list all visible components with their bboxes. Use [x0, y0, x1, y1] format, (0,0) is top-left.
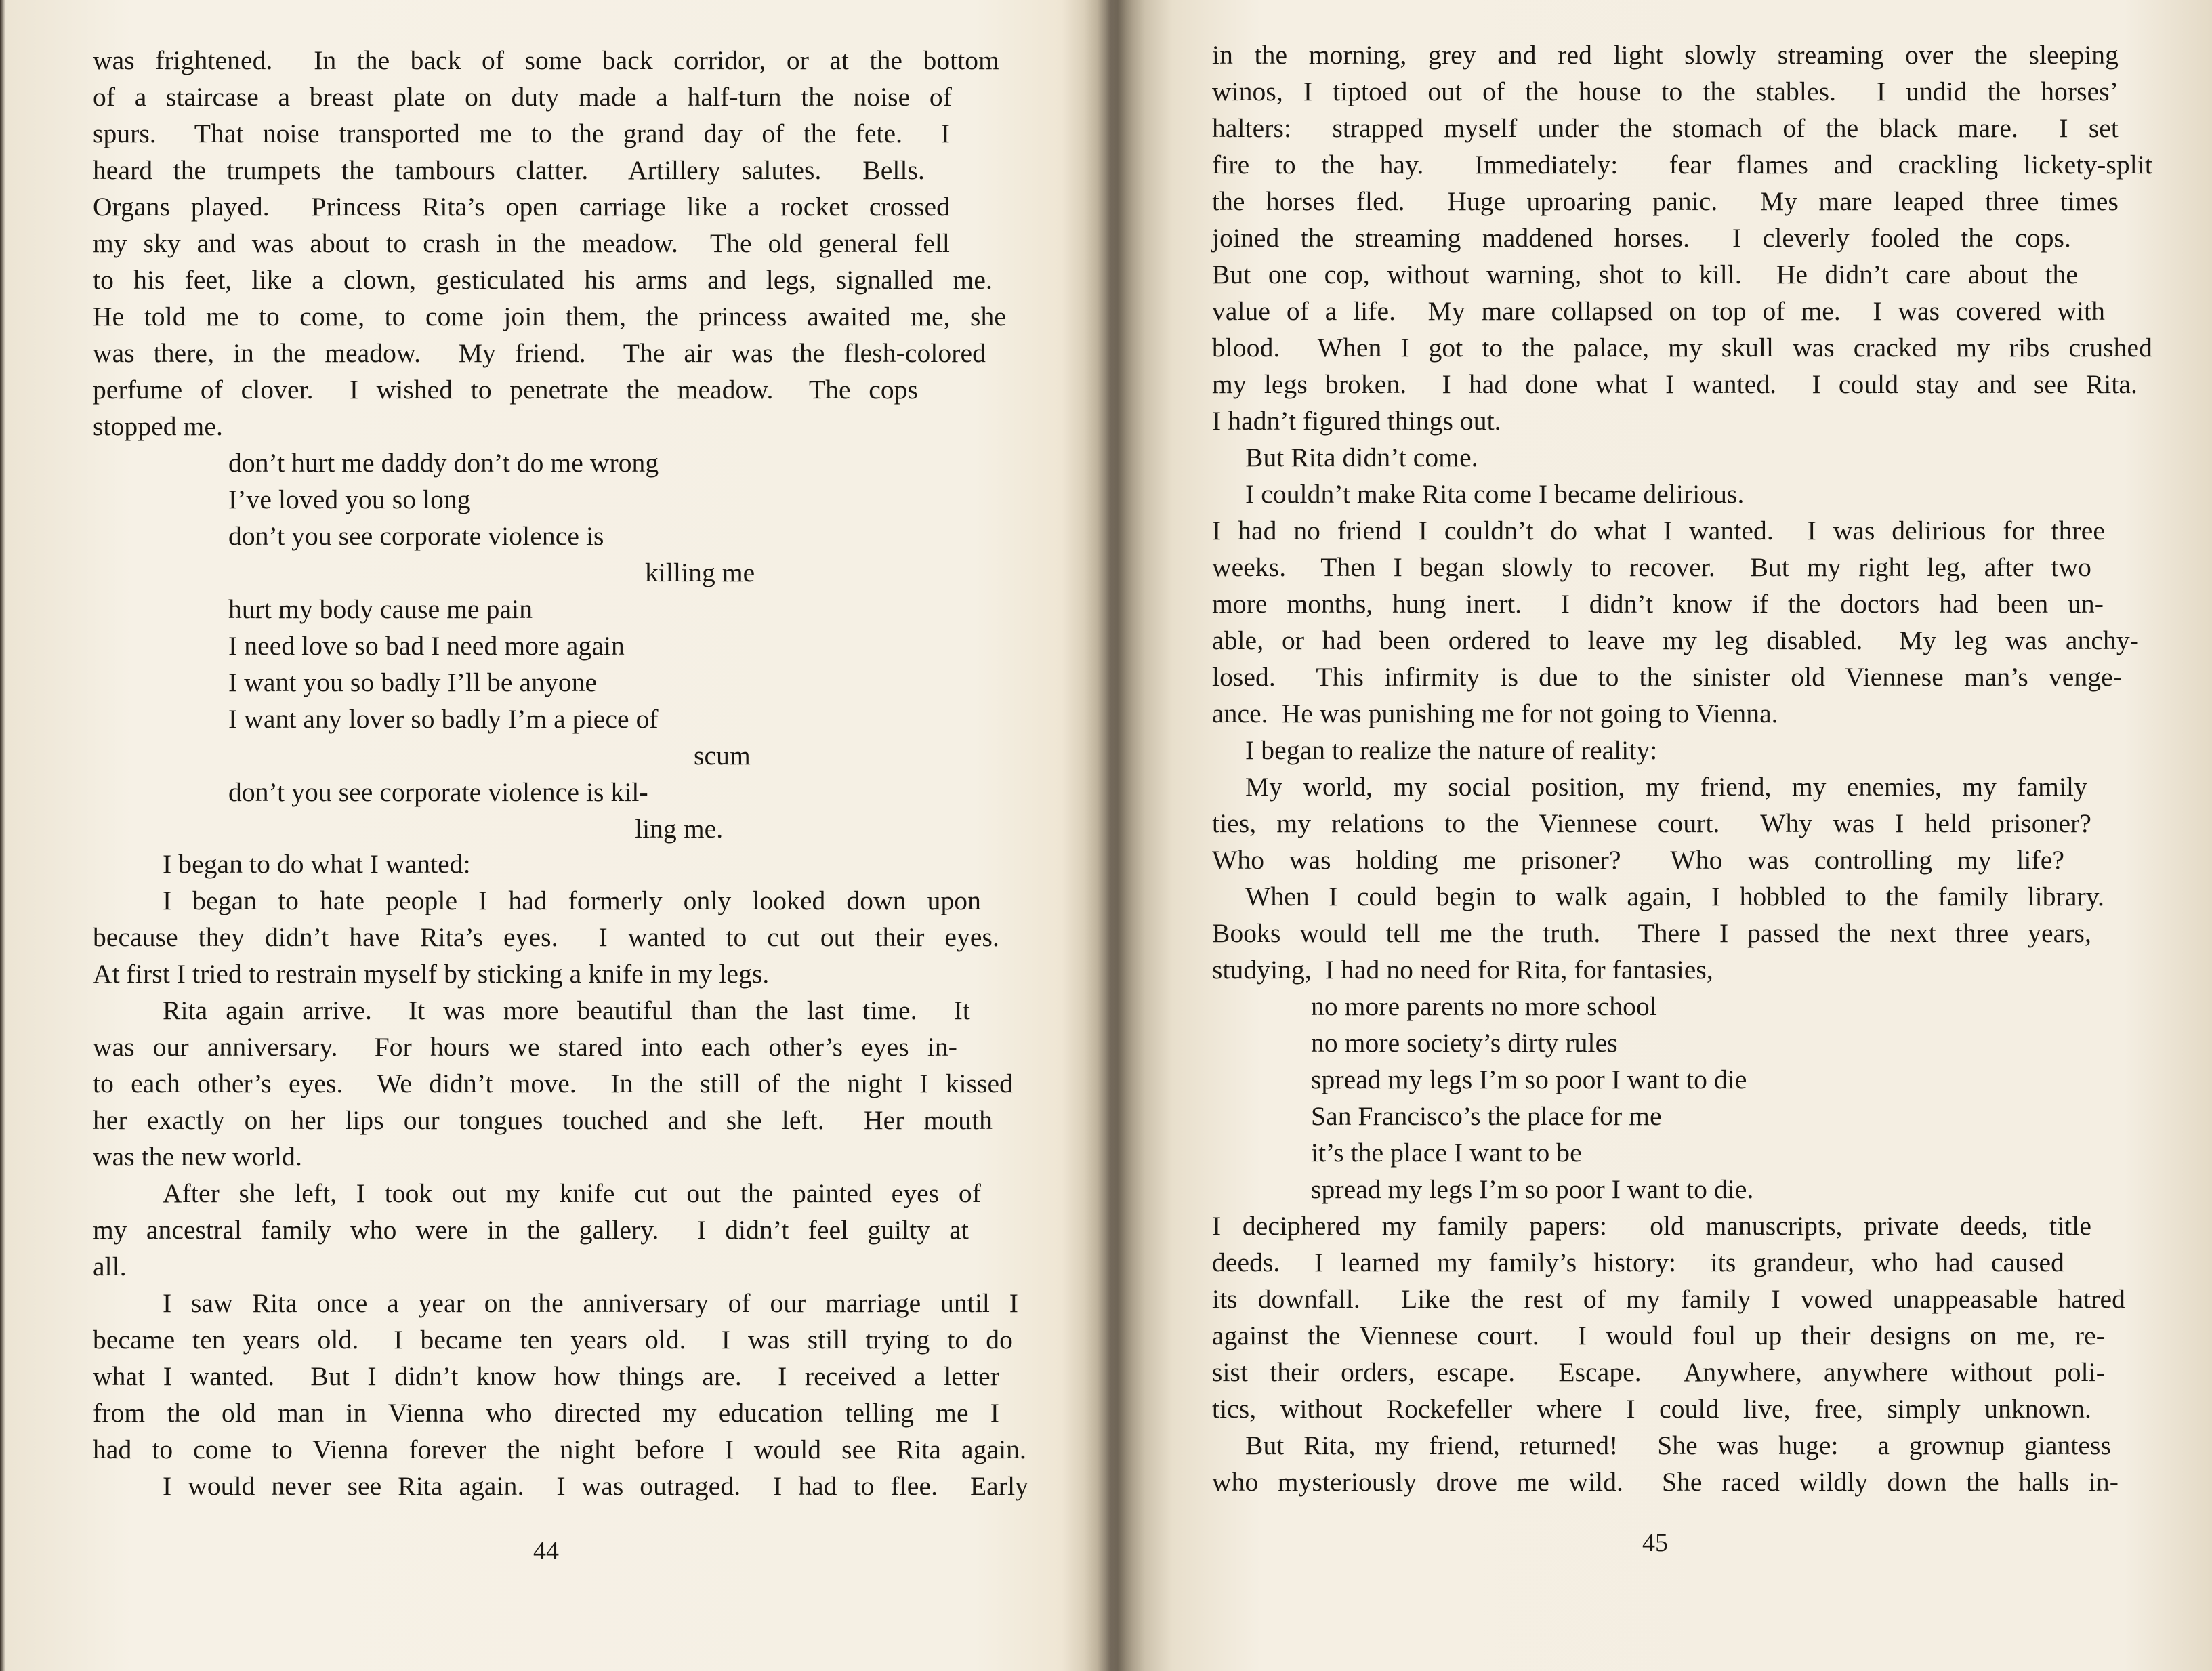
- text-line: hurt my body cause me pain: [228, 594, 533, 624]
- text-line: At first I tried to restrain myself by sticking a knife in my legs.: [93, 959, 770, 989]
- text-line: don’t you see corporate violence is: [228, 521, 604, 551]
- text-line: don’t you see corporate violence is kil-: [228, 777, 648, 807]
- text-line: Books would tell me the truth. There I passed the next three years,: [1212, 918, 2091, 948]
- text-line: no more parents no more school: [1311, 991, 1657, 1021]
- text-line: He told me to come, to come join them, the princess awaited me, she: [93, 302, 1006, 331]
- text-line: against the Viennese court. I would foul up their designs on me, re-: [1212, 1321, 2105, 1350]
- text-line: heard the trumpets the tambours clatter. Artillery salutes. Bells.: [93, 155, 925, 185]
- text-line: from the old man in Vienna who directed my education telling me I: [93, 1398, 999, 1428]
- text-line: was frightened. In the back of some back corridor, or at the bottom: [93, 45, 999, 75]
- text-line: I began to hate people I had formerly only looked down upon: [163, 886, 981, 915]
- text-line: of a staircase a breast plate on duty made a half-turn the noise of: [93, 82, 952, 112]
- text-line: her exactly on her lips our tongues touched and she left. Her mouth: [93, 1105, 993, 1135]
- text-line: it’s the place I want to be: [1311, 1138, 1582, 1168]
- page-number: 44: [533, 1537, 559, 1565]
- text-line: sist their orders, escape. Escape. Anywhere, anywhere without poli-: [1212, 1357, 2105, 1387]
- text-line: But Rita didn’t come.: [1245, 442, 1478, 472]
- text-line: its downfall. Like the rest of my family I vowed unappeasable hatred: [1212, 1284, 2125, 1314]
- text-line: San Francisco’s the place for me: [1311, 1101, 1662, 1131]
- text-line: my ancestral family who were in the gallery. I didn’t feel guilty at: [93, 1215, 969, 1245]
- text-line: I deciphered my family papers: old manuscripts, private deeds, title: [1212, 1211, 2091, 1241]
- text-line: I hadn’t figured things out.: [1212, 406, 1501, 436]
- text-line: was the new world.: [93, 1142, 302, 1172]
- text-line: deeds. I learned my family’s history: its grandeur, who had caused: [1212, 1247, 2064, 1277]
- text-line: the horses fled. Huge uproaring panic. My mare leaped three times: [1212, 186, 2119, 216]
- text-line: value of a life. My mare collapsed on top of me. I was covered with: [1212, 296, 2105, 326]
- text-line: became ten years old. I became ten years old. I was still trying to do: [93, 1325, 1013, 1355]
- text-line: scum: [694, 741, 751, 770]
- text-line: able, or had been ordered to leave my leg disabled. My leg was anchy-: [1212, 625, 2139, 655]
- text-line: ling me.: [635, 814, 724, 844]
- text-line: killing me: [645, 558, 755, 587]
- text-line: my legs broken. I had done what I wanted. I could stay and see Rita.: [1212, 369, 2137, 399]
- page-number: 45: [1642, 1529, 1668, 1557]
- text-line: After she left, I took out my knife cut out the painted eyes of: [163, 1178, 981, 1208]
- text-line: I want any lover so badly I’m a piece of: [228, 704, 659, 734]
- text-line: joined the streaming maddened horses. I cleverly fooled the cops.: [1212, 223, 2071, 253]
- text-line: blood. When I got to the palace, my skull was cracked my ribs crushed: [1212, 333, 2152, 363]
- text-line: to each other’s eyes. We didn’t move. In the still of the night I kissed: [93, 1069, 1013, 1098]
- text-line: Organs played. Princess Rita’s open carriage like a rocket crossed: [93, 192, 950, 222]
- right-page: [1106, 0, 2212, 1671]
- text-line: Rita again arrive. It was more beautiful than the last time. It: [163, 995, 970, 1025]
- text-line: winos, I tiptoed out of the house to the stables. I undid the horses’: [1212, 77, 2119, 106]
- text-line: what I wanted. But I didn’t know how things are. I received a letter: [93, 1361, 999, 1391]
- text-line: stopped me.: [93, 411, 223, 441]
- text-line: because they didn’t have Rita’s eyes. I wanted to cut out their eyes.: [93, 922, 999, 952]
- text-line: to his feet, like a clown, gesticulated his arms and legs, signalled me.: [93, 265, 993, 295]
- text-line: in the morning, grey and red light slowly streaming over the sleeping: [1212, 40, 2119, 70]
- text-line: My world, my social position, my friend, my enemies, my family: [1245, 772, 2087, 802]
- text-line: spread my legs I’m so poor I want to die: [1311, 1065, 1747, 1094]
- text-line: But Rita, my friend, returned! She was huge: a grownup giantess: [1245, 1430, 2111, 1460]
- text-line: I had no friend I couldn’t do what I wanted. I was delirious for three: [1212, 516, 2105, 545]
- text-line: I couldn’t make Rita come I became delirious.: [1245, 479, 1745, 509]
- text-line: losed. This infirmity is due to the sinister old Viennese man’s venge-: [1212, 662, 2122, 692]
- text-line: I began to realize the nature of reality:: [1245, 735, 1658, 765]
- text-line: had to come to Vienna forever the night before I would see Rita again.: [93, 1435, 1026, 1464]
- text-line: no more society’s dirty rules: [1311, 1028, 1618, 1058]
- text-line: I want you so badly I’ll be anyone: [228, 667, 598, 697]
- text-line: who mysteriously drove me wild. She raced wildly down the halls in-: [1212, 1467, 2119, 1497]
- text-line: was there, in the meadow. My friend. The air was the flesh-colored: [93, 338, 986, 368]
- text-line: spurs. That noise transported me to the grand day of the fete. I: [93, 119, 950, 148]
- text-line: But one cop, without warning, shot to kill. He didn’t care about the: [1212, 260, 2078, 289]
- text-line: perfume of clover. I wished to penetrate the meadow. The cops: [93, 375, 918, 405]
- text-line: ties, my relations to the Viennese court. Why was I held prisoner?: [1212, 808, 2091, 838]
- text-line: don’t hurt me daddy don’t do me wrong: [228, 448, 659, 478]
- text-line: I need love so bad I need more again: [228, 631, 625, 661]
- text-line: I began to do what I wanted:: [163, 849, 471, 879]
- text-line: tics, without Rockefeller where I could live, free, simply unknown.: [1212, 1394, 2091, 1424]
- text-line: halters: strapped myself under the stomach of the black mare. I set: [1212, 113, 2119, 143]
- text-line: was our anniversary. For hours we stared into each other’s eyes in-: [93, 1032, 957, 1062]
- text-line: I saw Rita once a year on the anniversary of our marriage until I: [163, 1288, 1018, 1318]
- text-line: ance. He was punishing me for not going to Vienna.: [1212, 699, 1778, 728]
- text-line: fire to the hay. Immediately: fear flames and crackling lickety-split: [1212, 150, 2152, 180]
- text-line: more months, hung inert. I didn’t know if the doctors had been un-: [1212, 589, 2104, 619]
- text-line: all.: [93, 1252, 127, 1281]
- text-line: I would never see Rita again. I was outraged. I had to flee. Early: [163, 1471, 1028, 1501]
- text-line: I’ve loved you so long: [228, 484, 471, 514]
- text-line: spread my legs I’m so poor I want to die.: [1311, 1174, 1754, 1204]
- text-line: weeks. Then I began slowly to recover. But my right leg, after two: [1212, 552, 2091, 582]
- text-line: When I could begin to walk again, I hobbled to the family library.: [1245, 882, 2104, 911]
- text-line: Who was holding me prisoner? Who was controlling my life?: [1212, 845, 2064, 875]
- text-line: studying, I had no need for Rita, for fantasies,: [1212, 955, 1713, 985]
- text-line: my sky and was about to crash in the meadow. The old general fell: [93, 228, 950, 258]
